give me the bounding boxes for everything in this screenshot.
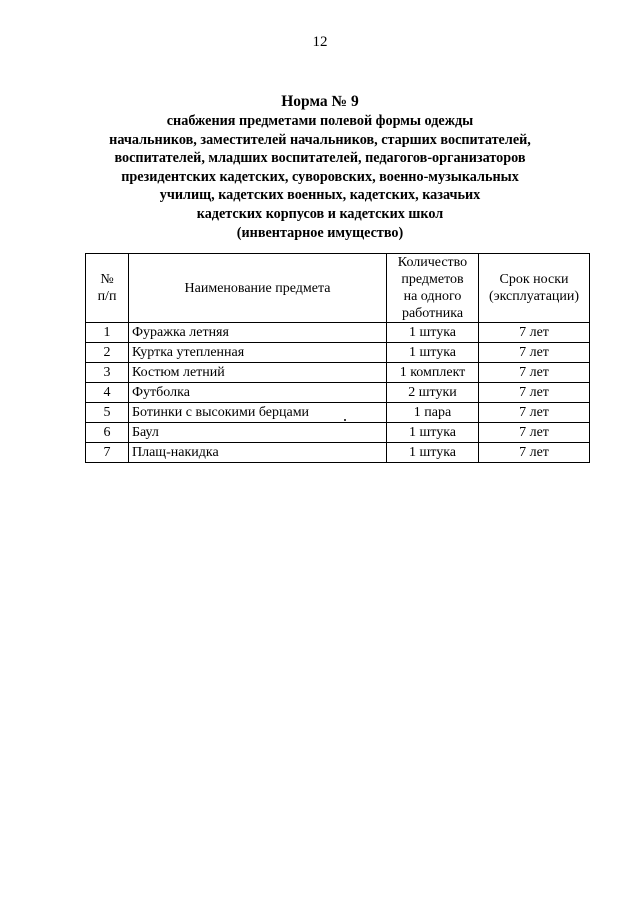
cell-name: Костюм летний (129, 363, 387, 383)
heading-line: президентских кадетских, суворовских, военно-музыкальных (121, 168, 519, 185)
header-qty (387, 254, 479, 323)
document-heading (0, 93, 640, 242)
heading-line: (инвентарное имущество) (236, 224, 404, 241)
cell-qty: 1 пара (387, 403, 479, 423)
heading-line: начальников, заместителей начальников, старших воспитателей, (109, 131, 531, 148)
table-row (86, 383, 590, 403)
cell-qty: 1 штука (387, 323, 479, 343)
cell-qty: 1 штука (387, 343, 479, 363)
cell-term: 7 лет (479, 443, 590, 463)
header-term-line: (эксплуатации) (488, 289, 580, 304)
table-row (86, 423, 590, 443)
header-qty-line: работника (401, 306, 464, 321)
cell-num: 2 (86, 343, 129, 363)
heading-line: училищ, кадетских военных, кадетских, казачьих (159, 187, 481, 204)
cell-name: Фуражка летняя (129, 323, 387, 343)
cell-qty: 1 штука (387, 423, 479, 443)
cell-term: 7 лет (479, 363, 590, 383)
cell-term: 7 лет (479, 383, 590, 403)
heading-line: снабжения предметами полевой формы одежды (166, 113, 474, 129)
cell-term: 7 лет (479, 343, 590, 363)
cell-num: 4 (86, 383, 129, 403)
cell-qty: 1 штука (387, 443, 479, 463)
cell-num: 3 (86, 363, 129, 383)
norm-title: Норма № 9 (281, 93, 359, 110)
table-header-row (86, 254, 590, 323)
scan-speck (344, 419, 346, 421)
cell-term: 7 лет (479, 423, 590, 443)
header-name: Наименование предмета (129, 254, 387, 323)
cell-qty: 1 комплект (387, 363, 479, 383)
cell-name: Футболка (129, 383, 387, 403)
cell-num: 1 (86, 323, 129, 343)
cell-qty: 2 штуки (387, 383, 479, 403)
cell-num: 7 (86, 443, 129, 463)
header-term-line: Срок носки (499, 272, 569, 287)
header-qty-line: Количество (397, 255, 468, 270)
header-num-line: п/п (97, 289, 117, 304)
header-qty-line: на одного (403, 289, 462, 304)
header-num-line: № (100, 272, 114, 287)
table-row (86, 443, 590, 463)
table-row (86, 363, 590, 383)
table-row (86, 343, 590, 363)
cell-name: Баул (129, 423, 387, 443)
cell-term: 7 лет (479, 403, 590, 423)
page-number: 12 (312, 34, 328, 50)
heading-line: воспитателей, младших воспитателей, педагогов-организаторов (114, 150, 526, 167)
table-row (86, 323, 590, 343)
norm-table (85, 253, 590, 463)
cell-term: 7 лет (479, 323, 590, 343)
cell-num: 6 (86, 423, 129, 443)
cell-name: Ботинки с высокими берцами (129, 403, 387, 423)
header-qty-line: предметов (401, 272, 464, 287)
cell-name: Плащ-накидка (129, 443, 387, 463)
header-num (86, 254, 129, 323)
heading-line: кадетских корпусов и кадетских школ (196, 205, 444, 222)
cell-num: 5 (86, 403, 129, 423)
table-row (86, 403, 590, 423)
cell-name: Куртка утепленная (129, 343, 387, 363)
header-term (479, 254, 590, 323)
